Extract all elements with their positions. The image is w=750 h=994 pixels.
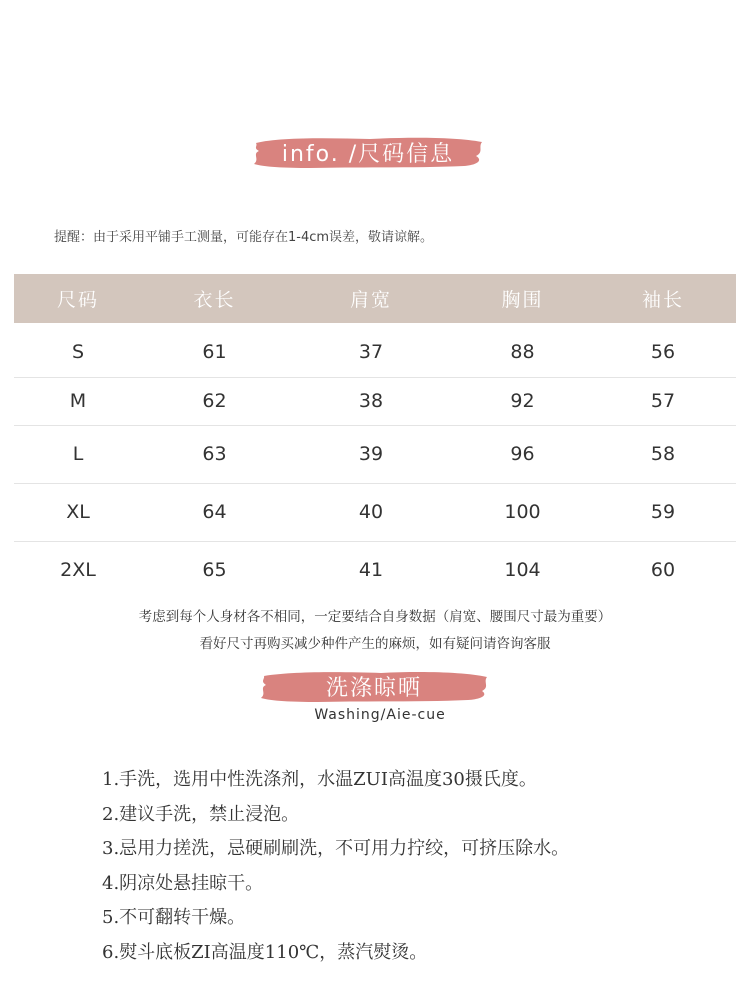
list-item: 6.熨斗底板ZI高温度110℃，蒸汽熨烫。 <box>102 941 428 963</box>
table-row <box>14 483 736 541</box>
length-cell: 63 <box>142 425 287 483</box>
size-cell: S <box>14 323 142 377</box>
list-item: 3.忌用力搓洗，忌硬刷刷洗，不可用力拧绞，可挤压除水。 <box>102 838 570 859</box>
sleeve-cell: 58 <box>590 425 736 483</box>
sleeve-cell: 59 <box>590 483 736 541</box>
length-cell: 61 <box>142 323 287 377</box>
size-table-header <box>14 274 736 323</box>
list-item: 4.阴凉处悬挂晾干。 <box>102 872 264 894</box>
column-header-length: 衣长 <box>142 274 287 323</box>
size-cell: XL <box>14 483 142 541</box>
sleeve-cell: 56 <box>590 323 736 377</box>
size-cell: M <box>14 377 142 425</box>
chest-cell: 96 <box>455 425 590 483</box>
shoulder-cell: 41 <box>358 559 384 581</box>
table-row <box>14 377 736 425</box>
column-header-chest: 胸围 <box>455 274 590 323</box>
shoulder-cell: 38 <box>287 377 455 425</box>
column-header-size: 尺码 <box>14 274 142 323</box>
shoulder-cell: 40 <box>287 483 455 541</box>
washing-banner-title: 洗涤晾晒 <box>325 675 422 701</box>
length-cell: 64 <box>142 483 287 541</box>
sleeve-cell: 57 <box>590 377 736 425</box>
measurement-tip: 提醒：由于采用平铺手工测量，可能存在1-4cm误差，敬请谅解。 <box>54 230 434 245</box>
chest-cell: 92 <box>455 377 590 425</box>
list-item: 2.建议手洗，禁止浸泡。 <box>102 803 300 825</box>
table-row <box>14 541 736 599</box>
table-row <box>14 323 736 377</box>
info-banner <box>250 134 486 170</box>
shoulder-cell: 39 <box>287 425 455 483</box>
list-item: 5.不可翻转干燥。 <box>102 907 246 928</box>
chest-cell: 88 <box>455 323 590 377</box>
fit-note: 考虑到每个人身材各不相同，一定要结合自身数据（肩宽、腰围尺寸最为重要） <box>138 609 612 625</box>
service-note: 看好尺寸再购买减少种件产生的麻烦，如有疑问请咨询客服 <box>199 636 551 652</box>
sleeve-cell: 60 <box>650 559 676 581</box>
chest-cell: 100 <box>455 483 590 541</box>
washing-banner <box>256 668 492 704</box>
care-instructions-list <box>102 766 569 973</box>
length-cell: 62 <box>142 377 287 425</box>
chest-cell: 104 <box>504 559 541 581</box>
list-item: 1.手洗，选用中性洗涤剂，水温ZUI高温度30摄氏度。 <box>102 769 537 790</box>
table-row <box>14 425 736 483</box>
length-cell: 65 <box>202 559 227 581</box>
washing-subtitle: Washing/Aie-cue <box>314 707 446 723</box>
shoulder-cell: 37 <box>287 323 455 377</box>
column-header-sleeve: 袖长 <box>590 274 736 323</box>
size-cell: L <box>14 425 142 483</box>
column-header-shoulder: 肩宽 <box>287 274 455 323</box>
size-table <box>14 274 736 599</box>
info-banner-title: info. /尺码信息 <box>281 141 455 167</box>
size-cell: 2XL <box>60 559 96 581</box>
